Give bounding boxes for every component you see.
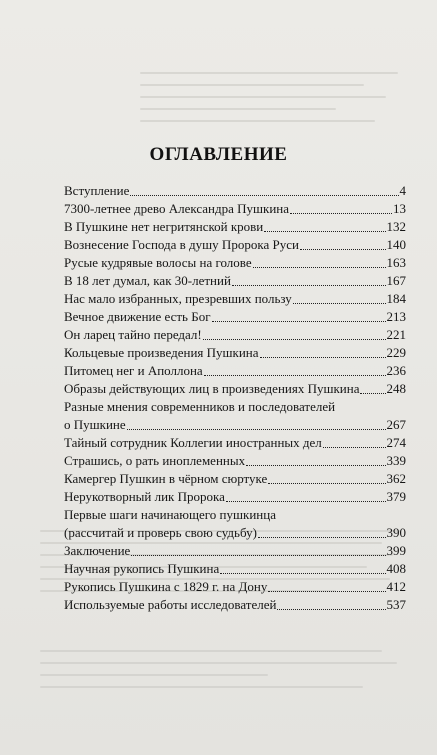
toc-entry xyxy=(64,308,406,326)
leader-dots xyxy=(264,231,385,232)
toc-entry-title: Научная рукопись Пушкина xyxy=(64,561,220,576)
toc-entry-page: 339 xyxy=(386,453,406,468)
toc-entry xyxy=(64,218,406,236)
leader-dots xyxy=(246,465,385,466)
toc-entry-page: 13 xyxy=(393,201,406,216)
toc-entry xyxy=(64,362,406,380)
leader-dots xyxy=(253,267,386,268)
toc-entry-page: 267 xyxy=(386,417,406,432)
toc-entry xyxy=(64,380,406,398)
toc-entry-page: 184 xyxy=(386,291,406,306)
toc-entry-title: Питомец нег и Аполлона xyxy=(64,363,203,378)
leader-dots xyxy=(226,501,386,502)
toc-entry-page: 248 xyxy=(386,381,406,396)
leader-dots xyxy=(258,537,386,538)
toc-entry xyxy=(64,200,406,218)
toc-entry-title: Страшись, о рать иноплеменных xyxy=(64,453,246,468)
toc-entry-title: Вознесение Господа в душу Пророка Руси xyxy=(64,237,299,252)
toc-entry-title: Вступление xyxy=(64,183,130,198)
toc-entry-page: 4 xyxy=(399,183,406,198)
leader-dots xyxy=(277,609,385,610)
leader-dots xyxy=(131,555,385,556)
toc-entry-title: В Пушкине нет негритянской крови xyxy=(64,219,264,234)
toc-entry-title: Камергер Пушкин в чёрном сюртуке xyxy=(64,471,268,486)
toc-entry-page: 167 xyxy=(386,273,406,288)
toc-entry-title: Вечное движение есть Бог xyxy=(64,309,211,324)
toc-entry xyxy=(64,488,406,506)
leader-dots xyxy=(290,213,392,214)
toc-entry-title: Образы действующих лиц в произведениях Пушкина xyxy=(64,381,360,396)
toc-entry-page: 132 xyxy=(386,219,406,234)
toc-entry-title: Нерукотворный лик Пророка xyxy=(64,489,225,504)
toc-entry xyxy=(64,236,406,254)
leader-dots xyxy=(203,339,386,340)
toc-entry-title: Тайный сотрудник Коллегии иностранных дел xyxy=(64,435,322,450)
toc-entry xyxy=(64,434,406,452)
toc-entry-page: 390 xyxy=(386,525,406,540)
toc-entry xyxy=(64,272,406,290)
leader-dots xyxy=(220,573,385,574)
toc-entry-page: 274 xyxy=(386,435,406,450)
toc-entry-title: о Пушкине xyxy=(64,417,126,432)
toc-entry-title: (рассчитай и проверь свою судьбу) xyxy=(64,525,257,540)
leader-dots xyxy=(260,357,386,358)
toc-entry xyxy=(64,254,406,272)
toc-entry-page: 140 xyxy=(386,237,406,252)
toc-entry xyxy=(64,542,406,560)
toc-entry xyxy=(64,596,406,614)
leader-dots xyxy=(293,303,386,304)
leader-dots xyxy=(268,483,385,484)
toc-entry-title: Заключение xyxy=(64,543,131,558)
bleed-through-text xyxy=(40,640,420,698)
toc-entry xyxy=(64,182,406,200)
toc-entry xyxy=(64,470,406,488)
toc-entry-page: 408 xyxy=(386,561,406,576)
toc-entry-title: Русые кудрявые волосы на голове xyxy=(64,255,252,270)
toc-entry-title: Нас мало избранных, презревших пользу xyxy=(64,291,292,306)
leader-dots xyxy=(127,429,386,430)
bleed-through-text xyxy=(140,62,420,132)
table-of-contents xyxy=(64,182,406,614)
leader-dots xyxy=(212,321,386,322)
toc-entry xyxy=(64,398,406,434)
leader-dots xyxy=(360,393,385,394)
toc-entry-title-line1: Первые шаги начинающего пушкинца xyxy=(64,507,276,522)
toc-entry-page: 399 xyxy=(386,543,406,558)
leader-dots xyxy=(204,375,386,376)
toc-entry-title-line1: Разные мнения современников и последователей xyxy=(64,399,336,414)
toc-entry xyxy=(64,290,406,308)
toc-entry-title: Он ларец тайно передал! xyxy=(64,327,202,342)
leader-dots xyxy=(268,591,385,592)
toc-entry xyxy=(64,452,406,470)
toc-entry-page: 213 xyxy=(386,309,406,324)
toc-entry-page: 229 xyxy=(386,345,406,360)
toc-entry-title: В 18 лет думал, как 30-летний xyxy=(64,273,231,288)
toc-entry-title: Рукопись Пушкина с 1829 г. на Дону xyxy=(64,579,268,594)
toc-entry xyxy=(64,506,406,542)
toc-entry-page: 379 xyxy=(386,489,406,504)
toc-heading: ОГЛАВЛЕНИЕ xyxy=(149,144,288,165)
toc-entry-page: 163 xyxy=(386,255,406,270)
toc-entry-page: 362 xyxy=(386,471,406,486)
toc-entry-title: 7300-летнее древо Александра Пушкина xyxy=(64,201,290,216)
leader-dots xyxy=(323,447,386,448)
toc-entry xyxy=(64,326,406,344)
toc-entry-page: 221 xyxy=(386,327,406,342)
toc-entry-page: 537 xyxy=(386,597,406,612)
leader-dots xyxy=(300,249,386,250)
leader-dots xyxy=(232,285,386,286)
toc-entry-title: Используемые работы исследователей xyxy=(64,597,277,612)
toc-entry-title: Кольцевые произведения Пушкина xyxy=(64,345,259,360)
toc-entry xyxy=(64,344,406,362)
leader-dots xyxy=(130,195,398,196)
toc-entry xyxy=(64,578,406,596)
toc-entry-page: 236 xyxy=(386,363,406,378)
toc-entry-page: 412 xyxy=(386,579,406,594)
toc-entry xyxy=(64,560,406,578)
